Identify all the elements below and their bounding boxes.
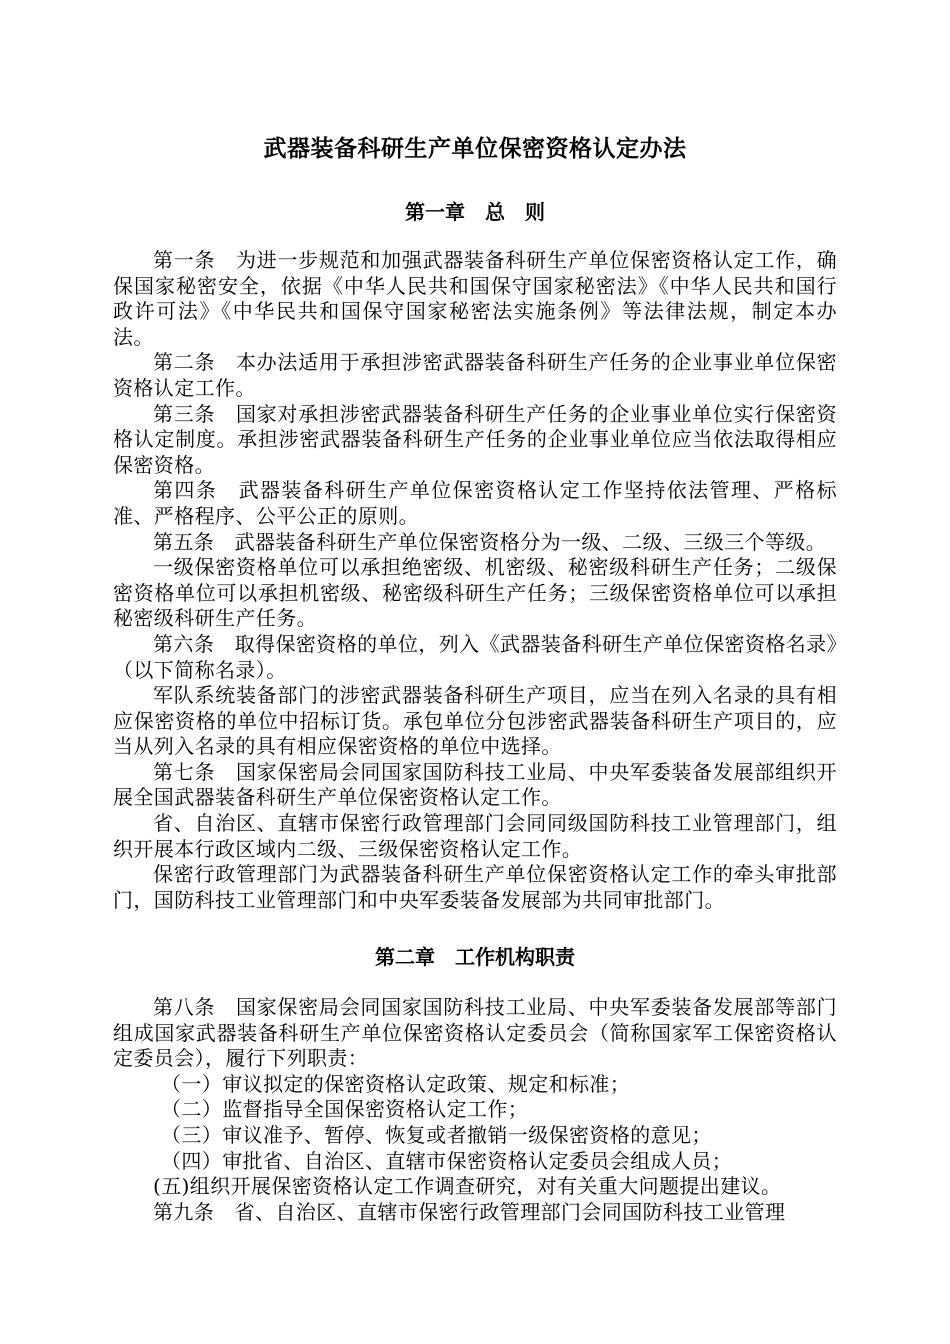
duty-list-item: （二）监督指导全国保密资格认定工作； — [161, 1097, 529, 1122]
article-8-paragraph: 第八条 国家保密局会同国家国防科技工业局、中央军委装备发展部等部门组成国家武器装备科研生产单位保密资格认定委员会（简称国家军工保密资格认定委员会），履行下列职责： — [113, 995, 837, 1071]
chapter-heading-general: 第一章 总 则 — [405, 200, 545, 224]
duty-list-item: (五)组织开展保密资格认定工作调查研究，对有关重大问题提出建议。 — [153, 1174, 782, 1199]
document-title: 武器装备科研生产单位保密资格认定办法 — [263, 136, 687, 162]
chapter-1-body — [113, 248, 837, 913]
duty-list-item: （四）审批省、自治区、直辖市保密资格认定委员会组成人员； — [161, 1148, 733, 1173]
article-7-paragraph: 第七条 国家保密局会同国家国防科技工业局、中央军委装备发展部组织开展全国武器装备科研生产单位保密资格认定工作。 — [113, 759, 837, 810]
article-9-paragraph: 第九条 省、自治区、直辖市保密行政管理部门会同国防科技工业管理 — [153, 1199, 786, 1224]
article-4-paragraph: 第四条 武器装备科研生产单位保密资格认定工作坚持依法管理、严格标准、严格程序、公平公正的原则。 — [113, 478, 837, 528]
article-1-paragraph: 第一条 为进一步规范和加强武器装备科研生产单位保密资格认定工作，确保国家秘密安全，依据《中华人民共和国保守国家秘密法》《中华人民共和国行政许可法》《中华民共和国保守国家秘密法实施条例》等法律法规，制定本办法。 — [113, 248, 837, 349]
chapter-2-body — [113, 995, 837, 1225]
article-6-procurement-paragraph: 军队系统装备部门的涉密武器装备科研生产项目，应当在列入名录的具有相应保密资格的单位中招标订货。承包单位分包涉密武器装备科研生产项目的，应当从列入名录的具有相应保密资格的单位中选择。 — [113, 683, 837, 759]
duty-list-item: （一）审议拟定的保密资格认定政策、规定和标准； — [161, 1071, 631, 1096]
article-5-levels-paragraph: 一级保密资格单位可以承担绝密级、机密级、秘密级科研生产任务；二级保密资格单位可以承担机密级、秘密级科研生产任务；三级保密资格单位可以承担秘密级科研生产任务。 — [113, 555, 837, 631]
duty-list-item: （三）审议准予、暂停、恢复或者撤销一级保密资格的意见； — [161, 1122, 712, 1147]
chapter-heading-working-bodies: 第二章 工作机构职责 — [375, 945, 575, 969]
article-5-paragraph: 第五条 武器装备科研生产单位保密资格分为一级、二级、三级三个等级。 — [153, 529, 827, 554]
article-2-paragraph: 第二条 本办法适用于承担涉密武器装备科研生产任务的企业事业单位保密资格认定工作。 — [113, 350, 837, 400]
article-6-paragraph: 第六条 取得保密资格的单位，列入《武器装备科研生产单位保密资格名录》（以下简称名录）。 — [113, 631, 837, 682]
article-7-provincial-paragraph: 省、自治区、直辖市保密行政管理部门会同同级国防科技工业管理部门，组织开展本行政区域内二级、三级保密资格认定工作。 — [113, 811, 837, 861]
article-3-paragraph: 第三条 国家对承担涉密武器装备科研生产任务的企业事业单位实行保密资格认定制度。承担涉密武器装备科研生产任务的企业事业单位应当依法取得相应保密资格。 — [113, 401, 837, 477]
article-7-approval-paragraph: 保密行政管理部门为武器装备科研生产单位保密资格认定工作的牵头审批部门，国防科技工业管理部门和中央军委装备发展部为共同审批部门。 — [113, 862, 837, 912]
